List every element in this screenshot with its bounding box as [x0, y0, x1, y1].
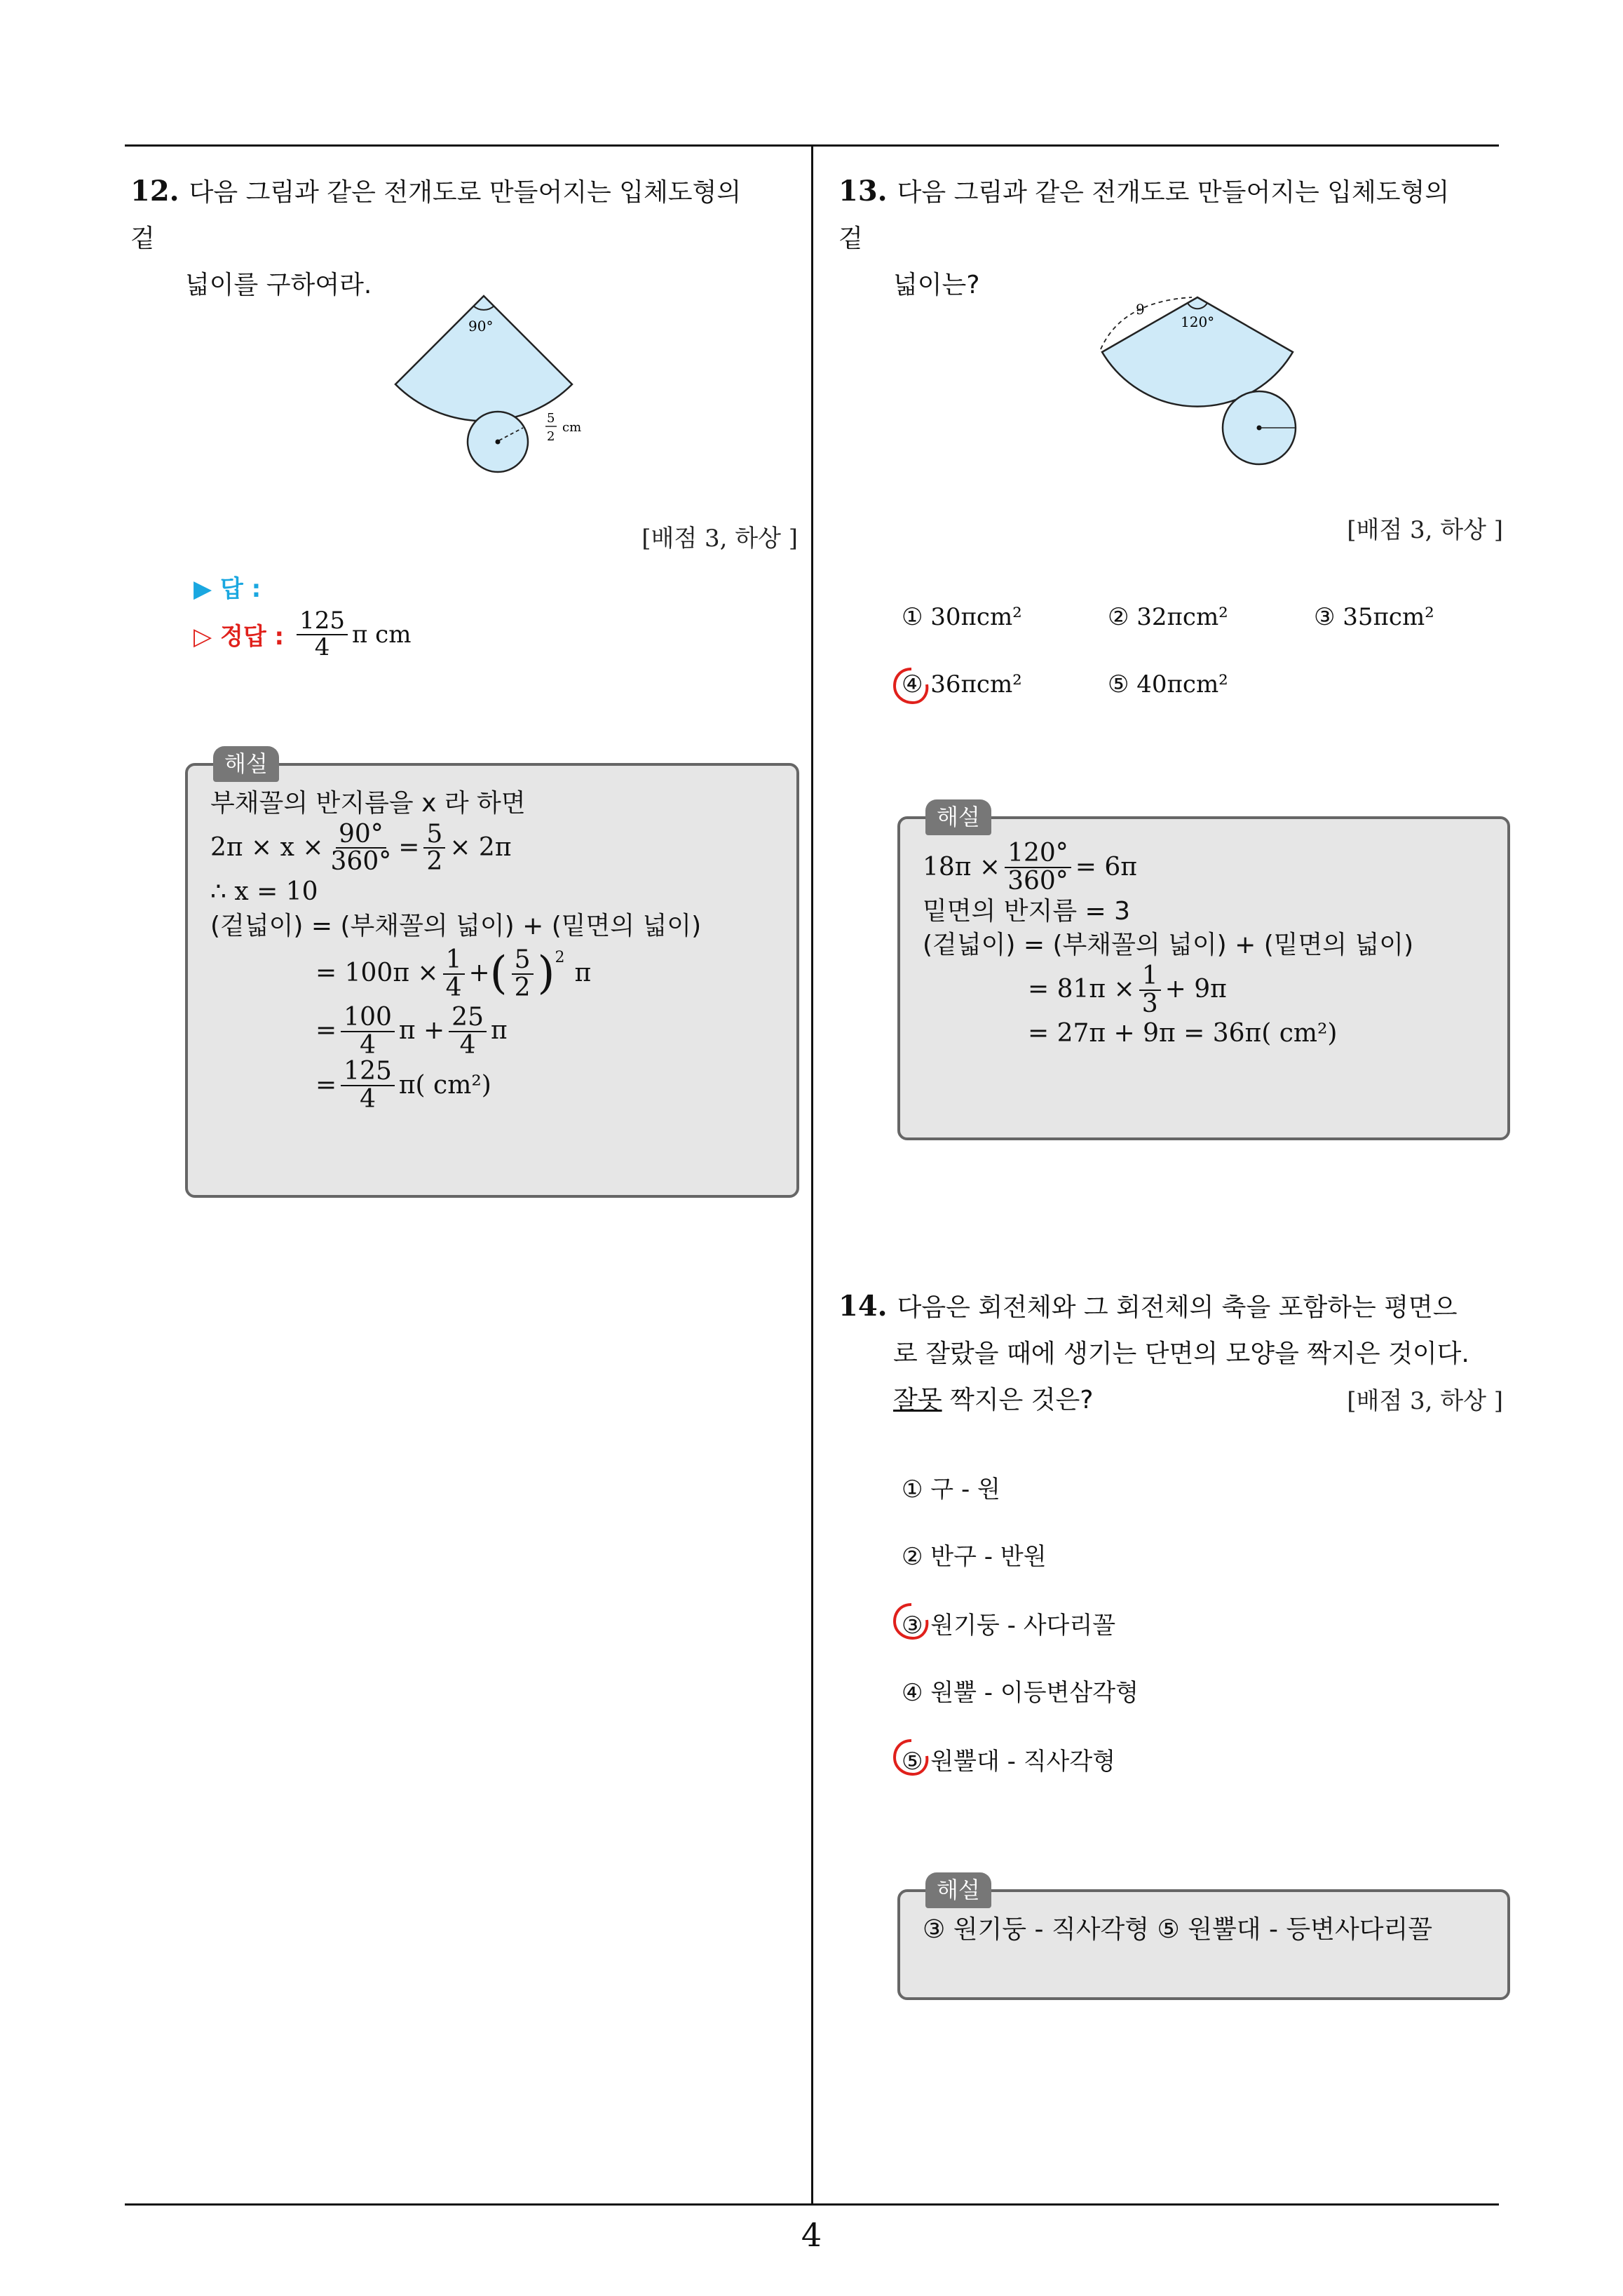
q12-explain-tag: 해설: [213, 746, 279, 782]
q12-correct-tail: π cm: [352, 620, 412, 649]
q14-explanation-box: [897, 1877, 1510, 2000]
q12-correct-row: ▷ 정답 : $\frac{125}{4}$ π cm: [193, 607, 412, 661]
q14-explain-text: ③ 원기둥 - 직사각형 ⑤ 원뿔대 - 등변사다리꼴: [923, 1915, 1433, 1944]
q14-option-5[interactable]: ⑤ 원뿔대 - 직사각형: [902, 1742, 1115, 1776]
q14-text: 14. 다음은 회전체와 그 회전체의 축을 포함하는 평면으 로 잘랐을 때에 생기는 단면의 모양을 짝지은 것이다. 잘못 짝지은 것은?: [838, 1290, 1469, 1414]
q13-net-figure: [1094, 288, 1318, 477]
q12-net-figure: [379, 281, 645, 484]
q13-option-4[interactable]: ④ 36πcm²: [902, 670, 1022, 698]
q12-radius-num: 5: [547, 411, 555, 426]
q14-option-1[interactable]: ① 구 - 원: [902, 1475, 1000, 1504]
q12-radius-den: 2: [547, 429, 555, 444]
q14-selected-circle-mark-5: [890, 1736, 932, 1778]
q12-radius-unit: cm: [562, 420, 582, 435]
q12-correct-label: ▷ 정답 :: [193, 623, 285, 651]
q13-score: [배점 3, 하상 ]: [1347, 516, 1503, 544]
q12-explanation-box: 해설 부채꼴의 반지름을 x 라 하면 2π × x × $\frac{90^\circ}{360^\circ}$ = $\frac{5}{2}$ × 2π ∴ x = 10 (겉넓이) = (부채꼴의 넓이) + (밑면의 넓이) = 100π × $\frac{1}{4}$ + ( $\frac{5}{2}$ ) $^2$ π = $\frac{100}{4}$ π + $\frac{25}{4}$ π = $\frac{125}{4}$ π( cm²): [185, 763, 799, 1198]
q12-angle-label: 90°: [468, 318, 494, 335]
q14-number: 14.: [838, 1290, 888, 1323]
q13-explanation-box: 해설 18π × $\frac{120^\circ}{360^\circ}$ = 6π 밑면의 반지름 = 3 (겉넓이) = (부채꼴의 넓이) + (밑면의 넓이) = 81π × $\frac{1}{3}$ + 9π = 27π + 9π = 36π( cm²): [897, 816, 1510, 1140]
column-divider: [811, 144, 813, 2205]
q13-text: 13. 다음 그림과 같은 전개도로 만들어지는 입체도형의 겉 넓이는?: [838, 175, 1450, 299]
q14-selected-circle-mark-3: [890, 1600, 932, 1642]
q14-option-4[interactable]: ④ 원뿔 - 이등변삼각형: [902, 1679, 1139, 1707]
q12-score: [배점 3, 하상 ]: [641, 525, 798, 553]
q12-number: 12.: [130, 175, 179, 208]
bottom-rule: [125, 2203, 1499, 2206]
q13-slant-label: 9: [1136, 301, 1145, 318]
q13-option-3[interactable]: ③ 35πcm²: [1314, 603, 1434, 631]
q14-score: [배점 3, 하상 ]: [1347, 1387, 1503, 1415]
q12-answer-label: ▶ 답 :: [193, 575, 262, 603]
q13-number: 13.: [838, 175, 888, 208]
q13-option-1[interactable]: ① 30πcm²: [902, 603, 1022, 631]
q14-option-3[interactable]: ③ 원기둥 - 사다리꼴: [902, 1606, 1115, 1640]
q13-selected-circle-mark: [890, 665, 932, 707]
q12-text: 12. 다음 그림과 같은 전개도로 만들어지는 입체도형의 겉 넓이를 구하여라.: [130, 175, 742, 299]
q12-answer-row: [193, 569, 261, 604]
q13-angle-label: 120°: [1181, 313, 1215, 330]
q14-emphasis: 잘못: [893, 1386, 942, 1414]
q13-explain-tag: 해설: [925, 799, 991, 835]
page-number: 4: [801, 2216, 822, 2254]
q13-option-2[interactable]: ② 32πcm²: [1108, 603, 1228, 631]
q13-option-5[interactable]: ⑤ 40πcm²: [1108, 670, 1228, 698]
q14-option-2[interactable]: ② 반구 - 반원: [902, 1543, 1047, 1571]
q14-explain-tag: 해설: [925, 1872, 991, 1908]
